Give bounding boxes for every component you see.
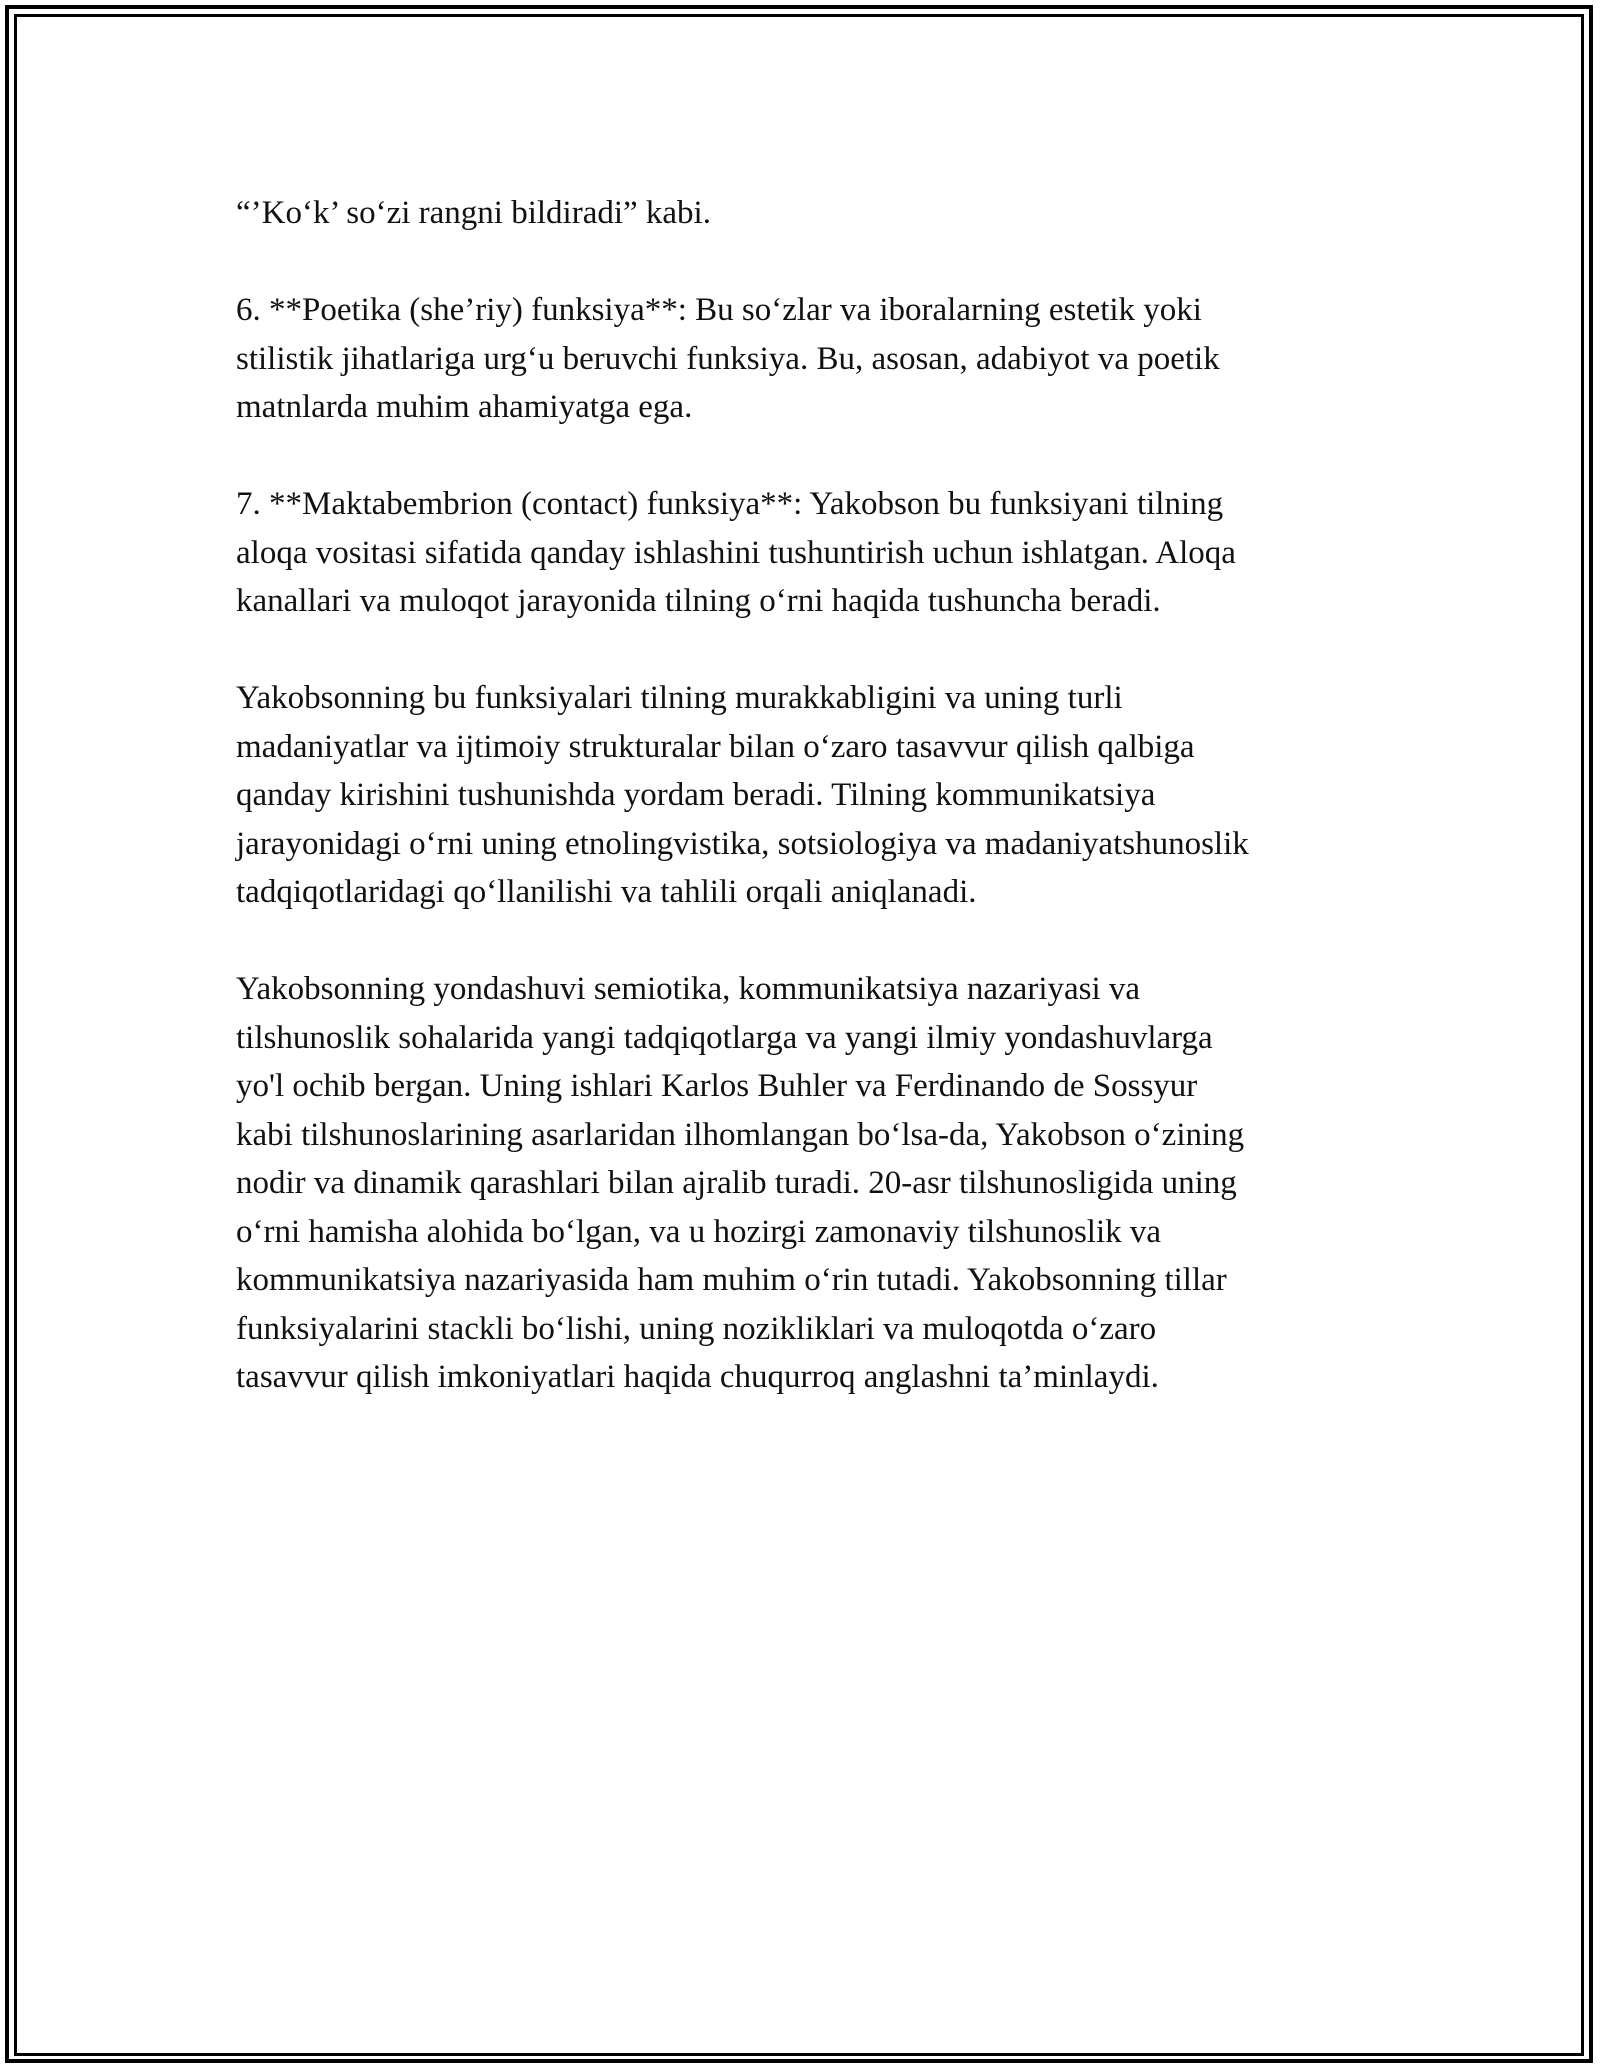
text-line: nodir va dinamik qarashlari bilan ajralib turadi. 20-asr tilshunosligida uning (236, 1165, 1237, 1201)
text-line: yo'l ochib bergan. Uning ishlari Karlos Buhler va Ferdinando de Sossyur (236, 1068, 1198, 1104)
text-line: funksiyalarini stackli bo‘lishi, uning nozikliklari va muloqotda o‘zaro (236, 1310, 1157, 1347)
text-line: stilistik jihatlariga urg‘u beruvchi funksiya. Bu, asosan, adabiyot va poetik (236, 340, 1220, 377)
text-line: jarayonidagi o‘rni uning etnolingvistika, sotsiologiya va madaniyatshunoslik (236, 825, 1249, 862)
paragraph-poetic-function (236, 286, 1366, 432)
text-line: kommunikatsiya nazariyasida ham muhim o‘rin tutadi. Yakobsonning tillar (236, 1262, 1227, 1298)
text-line: tilshunoslik sohalarida yangi tadqiqotlarga va yangi ilmiy yondashuvlarga (236, 1019, 1213, 1056)
paragraph-quote-example (236, 189, 1366, 238)
paragraph-contact-function (236, 480, 1366, 626)
text-line: 7. **Maktabembrion (contact) funksiya**: Yakobson bu funksiyani tilning (236, 486, 1224, 522)
text-line: 6. **Poetika (she’riy) funksiya**: Bu so‘zlar va iboralarning estetik yoki (236, 292, 1202, 328)
paragraph-functions-summary (236, 674, 1366, 917)
text-line: qanday kirishini tushunishda yordam beradi. Tilning kommunikatsiya (236, 777, 1156, 813)
paragraph-approach-conclusion (236, 965, 1366, 1402)
text-line: madaniyatlar va ijtimoiy strukturalar bilan o‘zaro tasavvur qilish qalbiga (236, 728, 1195, 765)
document-body (236, 189, 1366, 1450)
text-line: kanallari va muloqot jarayonida tilning o‘rni haqida tushuncha beradi. (236, 583, 1161, 619)
text-line: o‘rni hamisha alohida bo‘lgan, va u hozirgi zamonaviy tilshunoslik va (236, 1213, 1162, 1250)
text-line: matnlarda muhim ahamiyatga ega. (236, 389, 693, 425)
text-line: “’Ko‘k’ so‘zi rangni bildiradi” kabi. (236, 195, 711, 231)
text-line: kabi tilshunoslarining asarlaridan ilhomlangan bo‘lsa-da, Yakobson o‘zining (236, 1116, 1245, 1153)
text-line: aloqa vositasi sifatida qanday ishlashini tushuntirish uchun ishlatgan. Aloqa (236, 534, 1236, 571)
text-line: Yakobsonning bu funksiyalari tilning murakkabligini va uning turli (236, 680, 1123, 716)
text-line: tadqiqotlaridagi qo‘llanilishi va tahlili orqali aniqlanadi. (236, 874, 977, 910)
text-line: tasavvur qilish imkoniyatlari haqida chuqurroq anglashni ta’minlaydi. (236, 1359, 1159, 1395)
text-line: Yakobsonning yondashuvi semiotika, kommunikatsiya nazariyasi va (236, 971, 1141, 1007)
